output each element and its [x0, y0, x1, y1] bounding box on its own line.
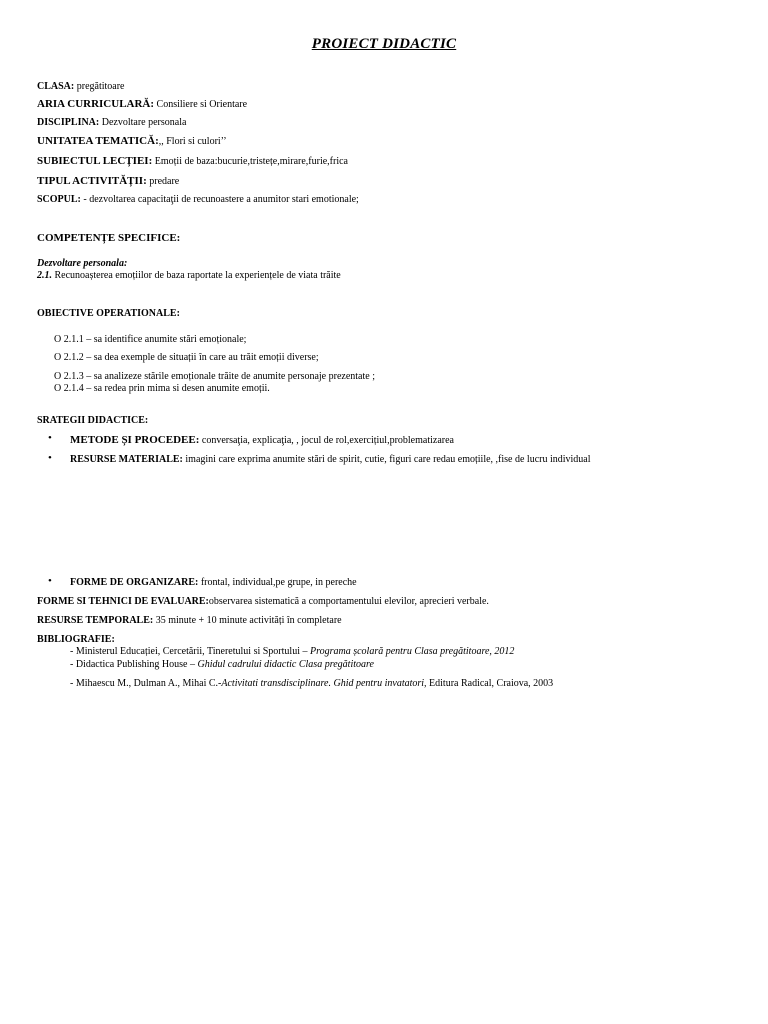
resurse-temp-label: RESURSE TEMPORALE: — [37, 615, 154, 626]
unitatea-value: ,, Flori si culori’’ — [158, 136, 227, 147]
clasa-value: pregătitoare — [74, 81, 125, 92]
resurse-line — [70, 454, 591, 466]
competente-text: Recunoașterea emoțiilor de baza raportate la experiențele de viata trăite — [52, 270, 341, 281]
scopul-label: SCOPUL: — [37, 194, 81, 205]
forme-org-value: frontal, individual,pe grupe, in pereche — [198, 577, 357, 588]
bib-author: - Mihaescu M., Dulman A., Mihai C.- — [70, 678, 222, 689]
obiectiv-item: O 2.1.1 – sa identifice anumite stări emoționale; — [54, 334, 247, 345]
obiectiv-item: O 2.1.3 – sa analizeze stările emoționale trăite de anumite personaje prezentate ; — [54, 371, 375, 382]
disciplina-label: DISCIPLINA: — [37, 117, 100, 128]
bibliografie-item — [70, 646, 514, 658]
unitatea-line — [37, 135, 227, 148]
aria-line — [37, 98, 247, 111]
disciplina-line — [37, 117, 186, 129]
clasa-label: CLASA: — [37, 81, 75, 92]
forme-eval-label: FORME SI TEHNICI DE EVALUARE: — [37, 596, 209, 607]
resurse-label: RESURSE MATERIALE: — [70, 454, 183, 465]
bullet-icon: • — [48, 432, 52, 444]
bibliografie-item — [70, 659, 374, 671]
forme-eval-value: observarea sistematică a comportamentului elevilor, aprecieri verbale. — [208, 596, 489, 607]
clasa-line — [37, 81, 124, 93]
bib-author: - Ministerul Educației, Cercetării, Tineretului si Sportului – — [70, 646, 310, 657]
competente-subject: Dezvoltare personala: — [37, 258, 128, 269]
subiectul-label: SUBIECTUL LECȚIEI: — [37, 155, 153, 167]
resurse-temp-line — [37, 615, 342, 627]
bullet-icon: • — [48, 575, 52, 587]
bullet-icon: • — [48, 452, 52, 464]
page-title: PROIECT DIDACTIC — [311, 36, 457, 52]
subiectul-line — [37, 155, 348, 168]
aria-value: Consiliere si Orientare — [154, 99, 248, 110]
obiectiv-item: O 2.1.2 – sa dea exemple de situații în care au trăit emoții diverse; — [54, 352, 319, 363]
obiectiv-item: O 2.1.4 – sa redea prin mima si desen anumite emoții. — [54, 383, 270, 394]
forme-eval-line — [37, 596, 489, 608]
aria-label: ARIA CURRICULARĂ: — [37, 98, 155, 110]
obiective-heading: OBIECTIVE OPERATIONALE: — [37, 308, 180, 319]
disciplina-value: Dezvoltare personala — [99, 117, 187, 128]
competente-item — [37, 270, 341, 282]
competente-heading: COMPETENȚE SPECIFICE: — [37, 232, 181, 244]
tipul-label: TIPUL ACTIVITĂȚII: — [37, 175, 147, 187]
metode-line — [70, 434, 454, 447]
bib-tail: Editura Radical, Craiova, 2003 — [426, 678, 554, 689]
bib-title: Programa școlară pentru Clasa pregătitoare, 2012 — [309, 646, 515, 657]
tipul-line — [37, 175, 179, 188]
strategii-heading: SRATEGII DIDACTICE: — [37, 415, 149, 426]
scopul-line — [37, 194, 359, 206]
forme-org-label: FORME DE ORGANIZARE: — [70, 577, 199, 588]
scopul-value: - dezvoltarea capacitaţii de recunoastere a anumitor stari emotionale; — [80, 194, 359, 205]
resurse-temp-value: 35 minute + 10 minute activități în completare — [153, 615, 342, 626]
tipul-value: predare — [146, 176, 180, 187]
metode-value: conversaţia, explicaţia, , jocul de rol,exercițiul,problematizarea — [199, 435, 454, 446]
forme-org-line — [70, 577, 357, 589]
subiectul-value: Emoții de baza:bucurie,tristețe,mirare,furie,frica — [152, 156, 348, 167]
bib-author: - Didactica Publishing House – — [70, 659, 198, 670]
bib-title: Activitati transdisciplinare. Ghid pentru invatatori, — [221, 678, 427, 689]
bibliografie-heading: BIBLIOGRAFIE: — [37, 634, 115, 645]
bibliografie-item — [70, 678, 553, 690]
unitatea-label: UNITATEA TEMATICĂ: — [37, 135, 159, 147]
bib-title: Ghidul cadrului didactic Clasa pregătitoare — [197, 659, 374, 670]
metode-label: METODE ȘI PROCEDEE: — [70, 434, 200, 446]
competente-num: 2.1. — [37, 270, 52, 281]
resurse-value: imagini care exprima anumite stări de spirit, cutie, figuri care redau emoțiile, ,fise de lucru individual — [182, 454, 591, 465]
